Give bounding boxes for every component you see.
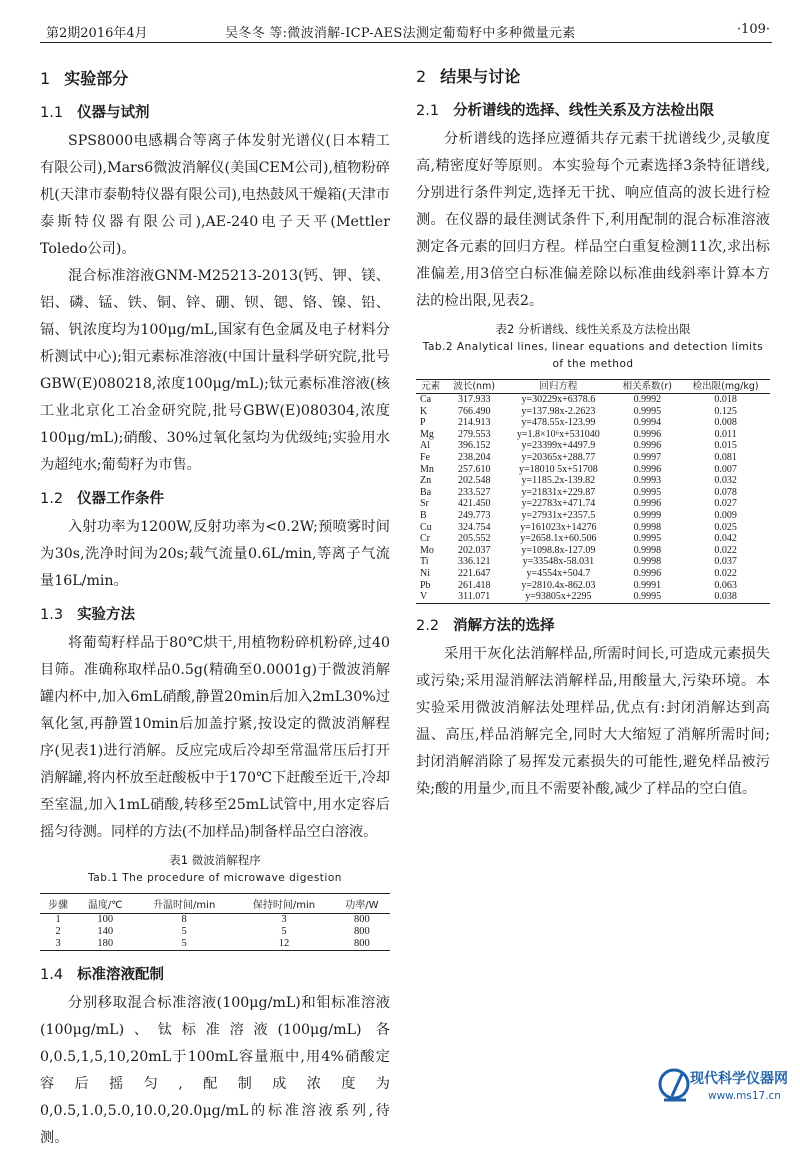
subsection-heading: 1.2 仪器工作条件: [40, 491, 165, 507]
paragraph: 将葡萄籽样品于80℃烘干,用植物粉碎机粉碎,过40目筛。准确称取样品0.5g(精确至0.0001g)于微波消解罐内杯中,加入6mL硝酸,静置20min后加入2mL30%过氧化氢,再静置10min后加盖拧紧,按设定的微波消解程序(见表1)进行消解。反应完成后冷却至常温常压后打开消解罐,将内杯放至赶酸板中于170℃下赶酸至近干,冷却至室温,加入1mL硝酸,转移至25mL试管中,用水定容后摇匀待测。同样的方法(不加样品)制备样品空白溶液。: [40, 635, 390, 840]
table-header-cell: 检出限(mg/kg): [681, 380, 770, 394]
table-row: Zn 202.548 y=1185.2x-139.82 0.9993 0.032: [420, 475, 737, 487]
paragraph: 入射功率为1200W,反射功率为<0.2W;预喷雾时间为30s,洗净时间为20s;载气流量0.6L/min,等离子气流量16L/min。: [40, 519, 390, 589]
issue-date: 第2期2016年4月: [46, 26, 148, 41]
table-header-cell: 温度/℃: [76, 894, 134, 914]
paragraph: SPS8000电感耦合等离子体发射光谱仪(日本精工有限公司),Mars6微波消解仪(美国CEM公司),植物粉碎机(天津市泰勒特仪器有限公司),电热鼓风干燥箱(天津市泰斯特仪器有限公司),AE-240电子天平(Mettler Toledo公司)。: [40, 133, 390, 257]
section-heading: 1 实验部分: [40, 69, 129, 88]
section-heading: 2 结果与讨论: [416, 67, 521, 86]
paragraph: 采用干灰化法消解样品,所需时间长,可造成元素损失或污染;采用湿消解法消解样品,用酸量大,污染环境。本实验采用微波消解法处理样品,优点有:封闭消解达到高温、高压,样品消解完全,同时大大缩短了消解所需时间;封闭消解消除了易挥发元素损失的可能性,避免样品被污染;酸的用量少,而且不需要补酸,减少了样品的空白值。: [416, 645, 770, 797]
table-row: Al 396.152 y=23399x+4497.9 0.9996 0.015: [420, 440, 737, 452]
running-title: 吴冬冬 等:微波消解-ICP-AES法测定葡萄籽中多种微量元素: [225, 26, 576, 41]
table-row: 3 180 5 12 800: [40, 938, 390, 951]
subsection-heading: 2.1 分析谱线的选择、线性关系及方法检出限: [416, 103, 715, 119]
table-header-cell: 相关系数(r): [614, 380, 682, 394]
microscope-logo-icon: [652, 1066, 692, 1106]
table-header-cell: 回归方程: [503, 380, 613, 394]
table-row: Ni 221.647 y=4554x+504.7 0.9996 0.022: [420, 567, 737, 579]
table-row: Sr 421.450 y=22783x+471.74 0.9996 0.027: [420, 498, 737, 510]
table-row: Fe 238.204 y=20365x+288.77 0.9997 0.081: [420, 451, 737, 463]
table-row: Pb 261.418 y=2810.4x-862.03 0.9991 0.063: [420, 579, 737, 591]
site-watermark: [652, 1062, 800, 1112]
table-header-cell: 功率/W: [334, 894, 390, 914]
table-header-cell: 升温时间/min: [134, 894, 234, 914]
table-row: Cr 205.552 y=2658.1x+60.506 0.9995 0.042: [420, 533, 737, 545]
table-row: Mg 279.553 y=1.8×10⁶x+531040 0.9996 0.011: [420, 428, 737, 440]
table-caption-english: Tab.1 The procedure of microwave digestion: [88, 872, 342, 884]
table-caption: 表1 微波消解程序: [169, 853, 261, 867]
subsection-heading: 1.4 标准溶液配制: [40, 967, 165, 983]
page-number: ·109·: [736, 22, 770, 37]
running-header: [40, 18, 772, 43]
table-row: B 249.773 y=27931x+2357.5 0.9999 0.009: [420, 509, 737, 521]
table-row: Cu 324.754 y=161023x+14276 0.9998 0.025: [420, 521, 737, 533]
table-row: Ca 317.933 y=30229x+6378.6 0.9992 0.018: [420, 394, 737, 405]
table-row: Mo 202.037 y=1098.8x-127.09 0.9998 0.022: [420, 544, 737, 556]
table-header-cell: 保持时间/min: [234, 894, 334, 914]
paragraph: 分别移取混合标准溶液(100μg/mL)和钼标准溶液(100μg/mL)、钛标准溶液(100μg/mL) 各0,0.5,1,5,10,20mL于100mL容量瓶中,用4%硝酸定容后摇匀,配制成浓度为0,0.5,1.0,5.0,10.0,20.0μg/mL的标准溶液系列,待测。: [40, 995, 390, 1146]
table-row: Ti 336.121 y=33548x-58.031 0.9998 0.037: [420, 556, 737, 568]
table-header-cell: 波长(nm): [445, 380, 503, 394]
table-caption-english: Tab.2 Analytical lines, linear equations and detection limits of the method: [422, 341, 764, 370]
watermark-url: www.ms17.cn: [708, 1090, 781, 1102]
table-row: V 311.071 y=93805x+2295 0.9995 0.038: [416, 591, 770, 603]
table-header-cell: 元素: [416, 380, 445, 394]
paragraph: 混合标准溶液GNM-M25213-2013(钙、钾、镁、铝、磷、锰、铁、铜、锌、硼、钡、锶、铬、镍、铅、镉、钒浓度均为100μg/mL,国家有色金属及电子材料分析测试中心);钼元素标准溶液(中国计量科学研究院,批号GBW(E)080218,浓度100μg/mL);钛元素标准溶液(核工业北京化工冶金研究院,批号GBW(E)080304,浓度100μg/mL);硝酸、30%过氧化氢均为优级纯;实验用水为超纯水;葡萄籽为市售。: [40, 268, 390, 473]
digestion-table: [40, 893, 390, 951]
table-row: P 214.913 y=478.55x-123.99 0.9994 0.008: [420, 417, 737, 429]
analytical-lines-table: [416, 379, 770, 604]
right-column: [416, 56, 770, 803]
subsection-heading: 1.3 实验方法: [40, 607, 136, 623]
table-row: 2 140 5 5 800: [55, 926, 370, 937]
subsection-heading: 2.2 消解方法的选择: [416, 617, 555, 634]
table-caption: 表2 分析谱线、线性关系及方法检出限: [495, 322, 691, 336]
table-row: K 766.490 y=137.98x-2.2623 0.9995 0.125: [420, 405, 737, 417]
left-column: [40, 60, 390, 1152]
table-row: Ba 233.527 y=21831x+229.87 0.9995 0.078: [420, 486, 737, 498]
table-header-cell: 步骤: [40, 894, 76, 914]
table-row: Mn 257.610 y=18010 5x+51708 0.9996 0.007: [420, 463, 737, 475]
paragraph: 分析谱线的选择应遵循共存元素干扰谱线少,灵敏度高,精密度好等原则。本实验每个元素选择3条特征谱线,分别进行条件判定,选择无干扰、响应值高的波长进行检测。在仪器的最佳测试条件下,利用配制的混合标准溶液测定各元素的回归方程。样品空白重复检测11次,求出标准偏差,用3倍空白标准偏差除以标准曲线斜率计算本方法的检出限,见表2。: [416, 131, 770, 309]
watermark-name: 现代科学仪器网: [690, 1071, 788, 1087]
table-row: 1 100 8 3 800: [55, 914, 370, 925]
subsection-heading: 1.1 仪器与试剂: [40, 105, 150, 121]
